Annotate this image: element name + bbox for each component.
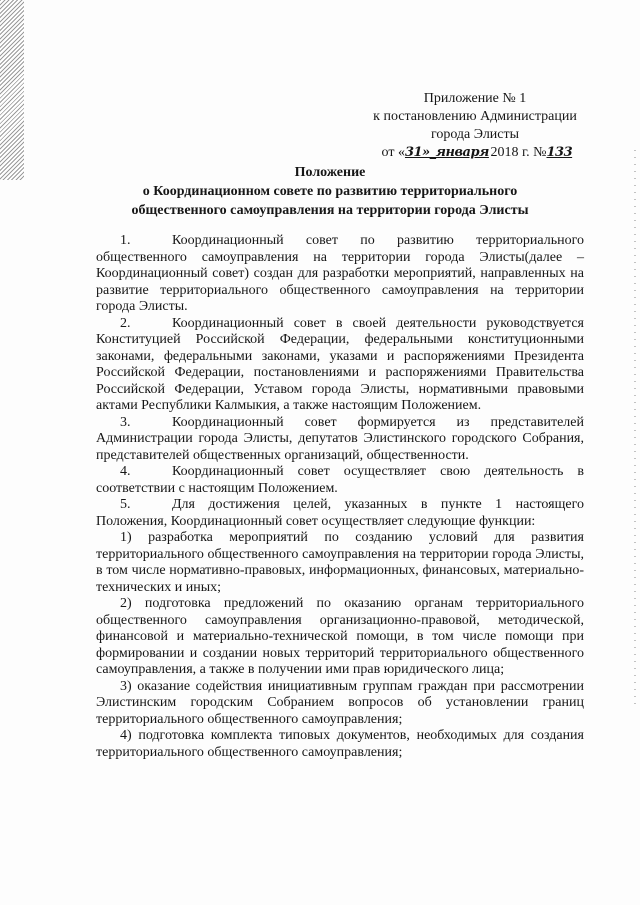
scan-edge-shading xyxy=(0,0,24,180)
handwritten-number: 133 xyxy=(546,145,573,160)
function-text: 1) разработка мероприятий по созданию условий для развития территориального общественного самоуправления на территории города Элисты, в том числе нормативно-правовых, информационных, финансовых, материально-технических и иных; xyxy=(96,530,584,595)
paragraph-4 xyxy=(96,464,584,497)
appendix-title: Приложение № 1 xyxy=(423,91,527,106)
appendix-resolution-ref: к постановлению Администрации xyxy=(373,109,577,124)
function-text: 2) подготовка предложений по оказанию органам территориального общественного самоуправления организационно-правовой, методической, финансовой и материально-технической помощи, в том числе помощи при формировании и создании новых территорий территориального общественного самоуправления, а также в получении ими прав юридического лица; xyxy=(96,596,584,677)
document-body xyxy=(96,233,584,761)
paragraph-3 xyxy=(96,415,584,465)
scan-edge-dots xyxy=(634,150,636,710)
function-item-4 xyxy=(96,728,584,761)
paragraph-number: 3. xyxy=(120,414,131,430)
title-line-1: Положение xyxy=(294,165,366,180)
paragraph-text: Координационный совет осуществляет свою деятельность в соответствии с настоящим Положением. xyxy=(96,464,584,496)
appendix-date-line xyxy=(330,144,620,162)
paragraph-text: Координационный совет в своей деятельности руководствуется Конституцией Российской Федерации, федеральными конституционными законами, федеральными законами, указами и распоряжениями Президента Российской Федерации, постановлениями и распоряжениями Правительства Российской Федерации, Уставом города Элисты, нормативными правовыми актами Республики Калмыкия, а также настоящим Положением. xyxy=(96,315,584,413)
paragraph-number: 4. xyxy=(120,464,131,479)
function-text: 3) оказание содействия инициативным группам граждан при рассмотрении Элистинским городским Собранием вопросов об установлении границ территориального общественного самоуправления; xyxy=(96,678,584,727)
date-prefix: от « xyxy=(381,145,405,160)
document-title xyxy=(80,163,580,220)
appendix-city: города Элисты xyxy=(430,127,520,142)
paragraph-text: Координационный совет по развитию территориального общественного самоуправления на территории города Элисты(далее – Координационный совет) создан для разработки мероприятий, направленных на развитие территориального общественного самоуправления на территории города Элисты. xyxy=(96,233,584,314)
handwritten-date: 31»_января xyxy=(404,145,489,160)
paragraph-number: 1. xyxy=(120,233,131,248)
paragraph-2 xyxy=(96,316,584,415)
function-item-1 xyxy=(96,530,584,596)
paragraph-1 xyxy=(96,233,584,316)
paragraph-5 xyxy=(96,497,584,530)
function-text: 4) подготовка комплекта типовых документов, необходимых для создания территориального общественного самоуправления; xyxy=(96,728,584,760)
title-line-3: общественного самоуправления на территории города Элисты xyxy=(131,203,529,218)
paragraph-text: Координационный совет формируется из представителей Администрации города Элисты, депутатов Элистинского городского Собрания, представителей общественных организаций, общественности. xyxy=(96,414,584,463)
paragraph-text: Для достижения целей, указанных в пункте 1 настоящего Положения, Координационный совет осуществляет следующие функции: xyxy=(96,497,584,529)
paragraph-number: 2. xyxy=(120,315,131,331)
function-item-3 xyxy=(96,679,584,729)
title-line-2: о Координационном совете по развитию территориального xyxy=(142,184,518,199)
paragraph-number: 5. xyxy=(120,497,131,512)
function-item-2 xyxy=(96,596,584,679)
appendix-header xyxy=(330,90,620,162)
date-suffix: 2018 г. № xyxy=(486,145,547,160)
